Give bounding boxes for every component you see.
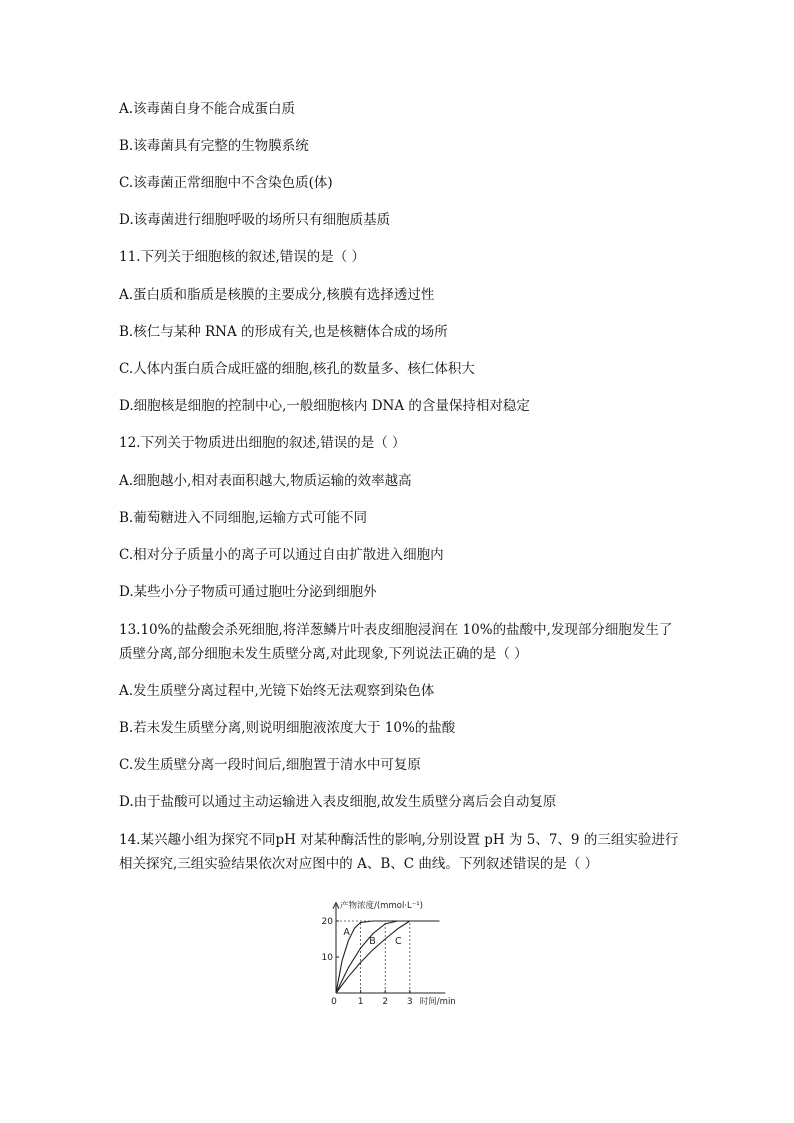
option-10b: B.该毒菌具有完整的生物膜系统 [119, 138, 309, 154]
x-tick-label: 3 [406, 997, 413, 1007]
question-11-stem: 11.下列关于细胞核的叙述,错误的是（ ） [119, 249, 366, 265]
question-12-stem: 12.下列关于物质进出细胞的叙述,错误的是（ ） [119, 435, 406, 451]
curve-label-c: C [395, 935, 402, 947]
x-tick-label: 1 [357, 997, 364, 1007]
option-11b: B.核仁与某种 RNA 的形成有关,也是核糖体合成的场所 [119, 324, 448, 340]
option-12b: B.葡萄糖进入不同细胞,运输方式可能不同 [119, 510, 368, 526]
option-13c: C.发生质壁分离一段时间后,细胞置于清水中可复原 [119, 757, 421, 773]
curve-label-a: A [343, 926, 350, 938]
x-axis-label: 时间/min [419, 997, 456, 1007]
option-10a: A.该毒菌自身不能合成蛋白质 [119, 101, 296, 117]
option-13d: D.由于盐酸可以通过主动运输进入表皮细胞,故发生质壁分离后会自动复原 [119, 794, 557, 810]
x-tick-label: 2 [382, 997, 389, 1007]
option-11c: C.人体内蛋白质合成旺盛的细胞,核孔的数量多、核仁体积大 [119, 361, 475, 377]
series-a-line [336, 921, 439, 993]
series-c-line [336, 921, 439, 993]
y-tick-label: 10 [321, 953, 333, 963]
option-11d: D.细胞核是细胞的控制中心,一般细胞核内 DNA 的含量保持相对稳定 [119, 398, 530, 414]
x-tick-label: 0 [331, 997, 337, 1007]
curve-label-b: B [369, 935, 376, 947]
option-10c: C.该毒菌正常细胞中不含染色质(体) [119, 175, 333, 191]
series-b-line [336, 921, 439, 993]
option-10d: D.该毒菌进行细胞呼吸的场所只有细胞质基质 [119, 212, 391, 228]
option-12a: A.细胞越小,相对表面积越大,物质运输的效率越高 [119, 473, 412, 489]
option-11a: A.蛋白质和脂质是核膜的主要成分,核膜有选择透过性 [119, 287, 435, 303]
question-13-stem: 13.10%的盐酸会杀死细胞,将洋葱鳞片叶表皮细胞浸润在 10%的盐酸中,发现部分细胞发生了质壁分离,部分细胞未发生质壁分离,对此现象,下列说法正确的是（ ） [119, 622, 673, 662]
question-14-stem: 14.某兴趣小组为探究不同pH 对某种酶活性的影响,分别设置 pH 为 5、7、9 的三组实验进行相关探究,三组实验结果依次对应图中的 A、B、C 曲线。下列叙述错误的是（ ） [119, 832, 679, 872]
option-12c: C.相对分子质量小的离子可以通过自由扩散进入细胞内 [119, 547, 444, 563]
option-13b: B.若未发生质壁分离,则说明细胞液浓度大于 10%的盐酸 [119, 720, 456, 736]
y-tick-label: 20 [321, 917, 333, 927]
y-axis-label: 产物浓度/(mmol·L⁻¹) [340, 901, 423, 911]
option-13a: A.发生质壁分离过程中,光镜下始终无法观察到染色体 [119, 683, 435, 699]
option-12d: D.某些小分子物质可通过胞吐分泌到细胞外 [119, 584, 377, 600]
product-concentration-chart [316, 898, 476, 1008]
